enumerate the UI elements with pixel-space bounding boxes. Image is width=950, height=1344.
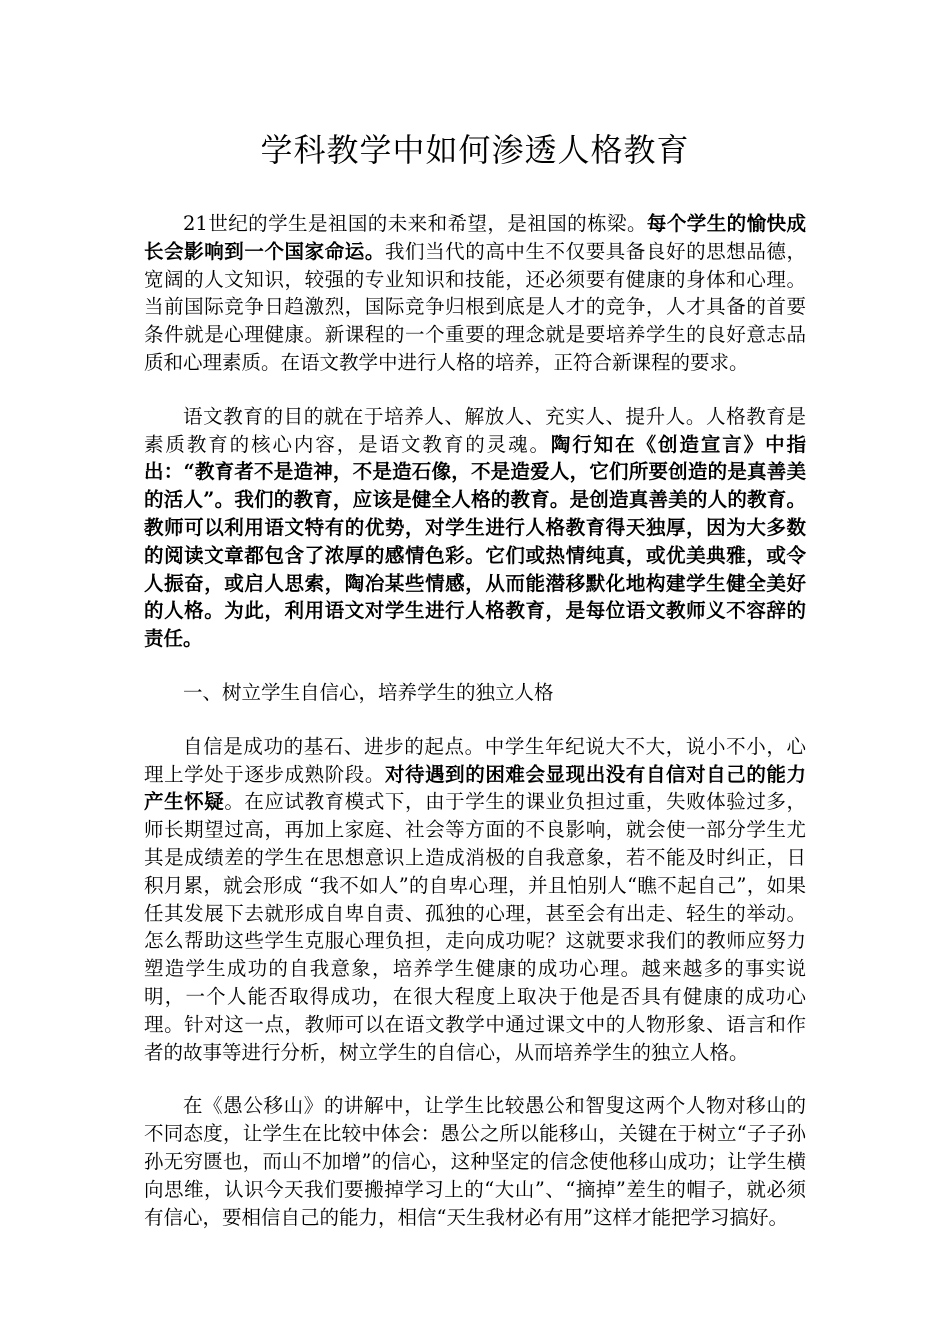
paragraph-bold-text: 每个学生的愉快成长会影响到一个国家命运。 — [144, 212, 806, 263]
paragraph-purpose — [144, 403, 806, 653]
paragraph-text: 语文教育的目的就在于培养人、解放人、充实人、提升人。人格教育是素质教育的核心内容，是语文教育的灵魂。 — [144, 404, 806, 456]
paragraph-intro — [144, 210, 806, 377]
document-page — [144, 128, 806, 1257]
paragraph-bold-text: 对待遇到的困难会显现出没有自信对自己的能力产生怀疑 — [144, 762, 806, 814]
paragraph-confidence — [144, 733, 806, 1067]
document-title: 学科教学中如何渗透人格教育 — [260, 131, 690, 169]
paragraph-text: 。在应试教育模式下，由于学生的课业负担过重，失败体验过多，师长期望过高，再加上家庭、社会等方面的不良影响，就会使一部分学生尤其是成绩差的学生在思想意识上造成消极的自我意象，若不能及时纠正，日积月累，就会形成 “我不如人”的自卑心理，并且怕别人“瞧不起自己”，如果任其发展下去就形成自卑自责、孤独的心理，甚至会有出走、轻生的举动。怎么帮助这些学生克服心理负担，走向成功呢？这就要求我们的教师应努力塑造学生成功的自我意象，培养学生健康的成功心理。越来越多的事实说明，一个人能否取得成功，在很大程度上取决于他是否具有健康的成功心理。针对这一点，教师可以在语文教学中通过课文中的人物形象、语言和作者的故事等进行分析，树立学生的自信心，从而培养学生的独立人格。 — [144, 790, 806, 1064]
paragraph-text: 自信是成功的基石、进步的起点。中学生年纪说大不大，说小不小，心理上学处于逐步成熟阶段。 — [144, 734, 806, 786]
paragraph-text: 我们当代的高中生不仅要具备良好的思想品德，宽阔的人文知识，较强的专业知识和技能，还必须要有健康的身体和心理。当前国际竞争日趋激烈，国际竞争归根到底是人才的竞争，人才具备的首要条件就是心理健康。新课程的一个重要的理念就是要培养学生的良好意志品质和心理素质。在语文教学中进行人格的培养，正符合新课程的要求。 — [144, 239, 806, 374]
paragraph-example: 在《愚公移山》的讲解中，让学生比较愚公和智叟这两个人物对移山的不同态度，让学生在比较中体会：愚公之所以能移山，关键在于树立“子子孙孙无穷匮也，而山不加增”的信心，这种坚定的信念使他移山成功；让学生横向思维，认识今天我们要搬掉学习上的“大山”、“摘掉”差生的帽子，就必须有信心，要相信自己的能力，相信“天生我材必有用”这样才能把学习搞好。 — [144, 1094, 806, 1229]
paragraph-text: 21世纪的学生是祖国的未来和希望，是祖国的栋梁。 — [183, 212, 647, 235]
paragraph-bold-text: 陶行知在《创造宣言》中指出：“教育者不是造神，不是造石像，不是造爱人，它们所要创造的是真善美的活人”。我们的教育，应该是健全人格的教育。是创造真善美的人的教育。教师可以利用语文特有的优势，对学生进行人格教育得天独厚，因为大多数的阅读文章都包含了浓厚的感情色彩。它们或热情纯真，或优美典雅，或令人振奋，或启人思索，陶冶某些情感，从而能潜移默化地构建学生健全美好的人格。为此，利用语文对学生进行人格教育，是每位语文教师义不容辞的责任。 — [144, 432, 806, 651]
section-heading: 一、树立学生自信心，培养学生的独立人格 — [183, 680, 554, 704]
